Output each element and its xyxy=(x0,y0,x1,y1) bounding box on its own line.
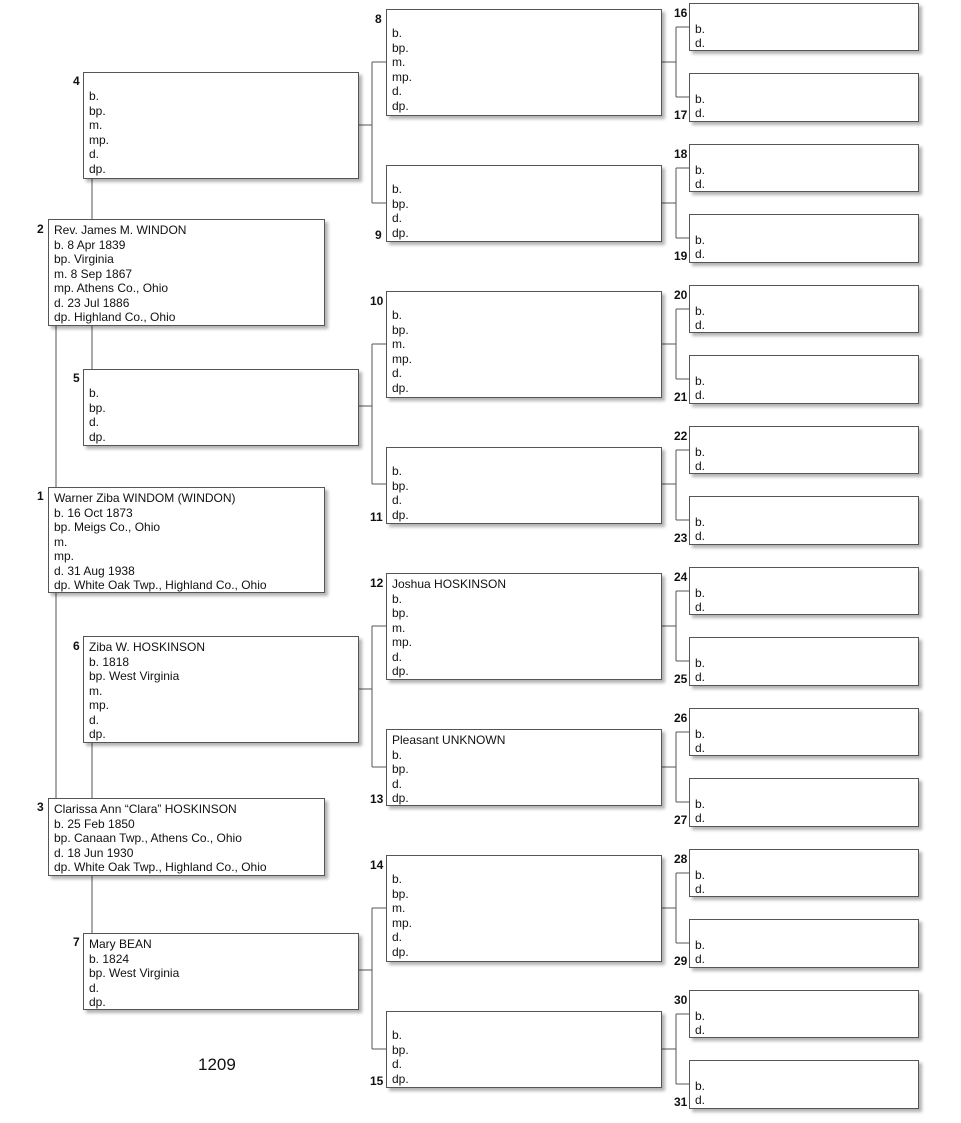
death-date: d. xyxy=(392,1057,403,1071)
birth-date: b. xyxy=(392,182,403,196)
death-place: dp. xyxy=(392,225,409,240)
person-number: 8 xyxy=(375,12,382,26)
person-box-27[interactable] xyxy=(689,778,919,827)
death-date: d. xyxy=(89,147,100,161)
birth-date: b. xyxy=(392,591,403,606)
birth-date: b. xyxy=(695,656,706,670)
person-box-1[interactable] xyxy=(48,487,325,593)
birth-date: b. 1824 xyxy=(89,951,130,966)
death-date: d. xyxy=(392,84,403,98)
death-place: dp. White Oak Twp., Highland Co., Ohio xyxy=(54,860,267,874)
death-date: d. xyxy=(695,177,706,191)
marriage-place: mp. Athens Co., Ohio xyxy=(54,281,169,295)
death-date: d. xyxy=(695,36,706,50)
person-number: 19 xyxy=(674,249,688,263)
person-number: 29 xyxy=(674,954,688,968)
person-box-31[interactable] xyxy=(689,1060,919,1109)
birth-date: b. xyxy=(695,22,706,36)
person-box-24[interactable] xyxy=(689,567,919,615)
person-number: 4 xyxy=(73,74,80,88)
person-number: 12 xyxy=(370,576,384,590)
person-number: 25 xyxy=(674,672,688,686)
birth-date: b. xyxy=(695,797,706,811)
birth-place: bp. xyxy=(392,196,409,211)
person-box-4[interactable] xyxy=(83,72,359,179)
death-date: d. xyxy=(695,952,706,966)
person-number: 10 xyxy=(370,294,384,308)
death-place: dp. xyxy=(89,995,106,1009)
marriage-date: m. xyxy=(392,901,406,915)
death-date: d. xyxy=(695,318,706,332)
birth-date: b. xyxy=(89,89,100,103)
person-box-26[interactable] xyxy=(689,708,919,756)
person-number: 26 xyxy=(674,711,688,725)
death-date: d. xyxy=(89,415,100,429)
person-number: 15 xyxy=(370,1074,384,1088)
birth-date: b. xyxy=(392,464,403,478)
person-number: 13 xyxy=(370,792,384,806)
person-box-12[interactable] xyxy=(386,573,662,680)
death-date: d. xyxy=(695,388,706,402)
birth-date: b. 16 Oct 1873 xyxy=(54,505,133,520)
death-date: d. xyxy=(89,712,100,727)
person-number: 30 xyxy=(674,993,688,1007)
birth-place: bp. xyxy=(392,1042,409,1057)
birth-date: b. xyxy=(695,586,706,600)
person-box-16[interactable] xyxy=(689,3,919,51)
death-place: dp. xyxy=(392,1071,409,1086)
person-number: 1 xyxy=(37,489,44,503)
person-number: 11 xyxy=(370,510,383,524)
death-date: d. xyxy=(695,1093,706,1107)
person-name: Clarissa Ann “Clara” HOSKINSON xyxy=(54,802,237,816)
birth-date: b. xyxy=(392,26,403,40)
person-name: Rev. James M. WINDON xyxy=(54,223,187,237)
person-number: 6 xyxy=(73,639,80,653)
death-date: d. xyxy=(695,1023,706,1037)
person-box-6[interactable] xyxy=(83,636,359,743)
birth-date: b. 8 Apr 1839 xyxy=(54,237,126,252)
death-date: d. xyxy=(392,649,403,664)
birth-date: b. xyxy=(695,868,706,882)
marriage-place: mp. xyxy=(392,351,413,366)
death-date: d. xyxy=(392,930,403,944)
person-number: 22 xyxy=(674,429,688,443)
death-date: d. xyxy=(695,811,706,825)
death-place: dp. Highland Co., Ohio xyxy=(54,310,176,324)
birth-date: b. xyxy=(392,747,403,762)
birth-place: bp. xyxy=(89,400,106,415)
person-name: Joshua HOSKINSON xyxy=(392,577,507,591)
person-name: Mary BEAN xyxy=(89,937,152,951)
person-number: 24 xyxy=(674,570,688,584)
death-place: dp. White Oak Twp., Highland Co., Ohio xyxy=(54,578,267,592)
marriage-place: mp. xyxy=(392,915,413,930)
person-number: 18 xyxy=(674,147,688,161)
marriage-place: mp. xyxy=(392,635,413,649)
person-number: 5 xyxy=(73,371,80,385)
person-number: 14 xyxy=(370,858,384,872)
person-number: 3 xyxy=(37,800,44,814)
person-number: 16 xyxy=(674,6,688,20)
marriage-date: m. xyxy=(89,118,103,132)
birth-place: bp. Virginia xyxy=(54,252,114,266)
page-number: 1209 xyxy=(198,1055,236,1074)
marriage-date: m. 8 Sep 1867 xyxy=(54,266,133,281)
birth-place: bp. xyxy=(392,322,409,337)
birth-place: bp. xyxy=(392,40,409,55)
death-date: d. xyxy=(695,670,706,684)
marriage-date: m. xyxy=(89,683,103,698)
birth-place: bp. Meigs Co., Ohio xyxy=(54,520,161,534)
birth-date: b. xyxy=(392,872,403,886)
birth-date: b. xyxy=(695,1079,706,1093)
birth-date: b. xyxy=(695,163,706,177)
person-number: 17 xyxy=(674,108,688,122)
birth-date: b. xyxy=(695,938,706,952)
marriage-place: mp. xyxy=(392,69,413,84)
death-place: dp. xyxy=(89,429,106,444)
death-place: dp. xyxy=(392,507,409,522)
marriage-place: mp. xyxy=(89,132,110,147)
person-box-7[interactable] xyxy=(83,933,359,1010)
marriage-date: m. xyxy=(392,55,406,69)
birth-place: bp. West Virginia xyxy=(89,966,180,980)
person-box-13[interactable] xyxy=(386,729,662,806)
death-date: d. xyxy=(695,882,706,896)
birth-date: b. xyxy=(695,1009,706,1023)
death-place: dp. xyxy=(392,380,409,395)
death-place: dp. xyxy=(392,664,409,678)
death-date: d. xyxy=(392,366,403,380)
marriage-place: mp. xyxy=(89,698,110,712)
person-box-11[interactable] xyxy=(386,447,662,524)
person-box-10[interactable] xyxy=(386,291,662,398)
death-place: dp. xyxy=(392,98,409,113)
birth-date: b. xyxy=(89,386,100,400)
person-box-3[interactable] xyxy=(48,798,325,876)
person-number: 2 xyxy=(37,222,44,236)
person-box-20[interactable] xyxy=(689,285,919,333)
person-number: 9 xyxy=(375,228,382,242)
person-box-17[interactable] xyxy=(689,73,919,122)
birth-date: b. xyxy=(695,233,706,247)
death-date: d. xyxy=(392,211,403,225)
person-box-9[interactable] xyxy=(386,165,662,242)
marriage-place: mp. xyxy=(54,549,75,563)
marriage-date: m. xyxy=(54,534,68,549)
birth-date: b. 25 Feb 1850 xyxy=(54,816,135,831)
person-number: 21 xyxy=(674,390,688,404)
death-date: d. xyxy=(695,600,706,614)
birth-date: b. xyxy=(392,308,403,322)
death-place: dp. xyxy=(392,944,409,959)
death-date: d. xyxy=(392,493,403,507)
person-box-14[interactable] xyxy=(386,855,662,962)
death-date: d. xyxy=(695,459,706,473)
death-date: d. 18 Jun 1930 xyxy=(54,845,134,860)
person-box-28[interactable] xyxy=(689,849,919,897)
person-box-29[interactable] xyxy=(689,919,919,968)
person-box-15[interactable] xyxy=(386,1011,662,1088)
death-date: d. xyxy=(695,741,706,755)
birth-date: b. xyxy=(392,1028,403,1042)
death-date: d. 31 Aug 1938 xyxy=(54,563,135,578)
birth-date: b. xyxy=(695,374,706,388)
person-box-30[interactable] xyxy=(689,990,919,1038)
death-date: d. xyxy=(392,776,403,791)
person-box-18[interactable] xyxy=(689,144,919,192)
person-box-5[interactable] xyxy=(83,369,359,446)
birth-date: b. xyxy=(695,515,706,529)
death-date: d. xyxy=(695,247,706,261)
birth-place: bp. West Virginia xyxy=(89,669,180,683)
person-box-19[interactable] xyxy=(689,214,919,263)
person-box-25[interactable] xyxy=(689,637,919,686)
person-number: 28 xyxy=(674,852,688,866)
person-number: 31 xyxy=(674,1095,688,1109)
person-number: 20 xyxy=(674,288,688,302)
death-date: d. xyxy=(695,529,706,543)
death-place: dp. xyxy=(89,727,106,741)
birth-place: bp. xyxy=(392,478,409,493)
birth-place: bp. Canaan Twp., Athens Co., Ohio xyxy=(54,831,242,845)
death-date: d. xyxy=(89,980,100,995)
death-date: d. xyxy=(695,106,706,120)
birth-date: b. xyxy=(695,445,706,459)
birth-date: b. xyxy=(695,92,706,106)
person-number: 27 xyxy=(674,813,688,827)
birth-date: b. xyxy=(695,304,706,318)
birth-date: b. xyxy=(695,727,706,741)
birth-date: b. 1818 xyxy=(89,654,130,669)
birth-place: bp. xyxy=(392,886,409,901)
death-place: dp. xyxy=(392,791,409,805)
marriage-date: m. xyxy=(392,337,406,351)
birth-place: bp. xyxy=(392,762,409,776)
person-name: Pleasant UNKNOWN xyxy=(392,733,506,747)
person-box-21[interactable] xyxy=(689,355,919,404)
person-number: 7 xyxy=(73,935,80,949)
person-name: Ziba W. HOSKINSON xyxy=(89,640,206,654)
birth-place: bp. xyxy=(89,103,106,118)
person-box-23[interactable] xyxy=(689,496,919,545)
death-date: d. 23 Jul 1886 xyxy=(54,295,130,310)
marriage-date: m. xyxy=(392,620,406,635)
death-place: dp. xyxy=(89,161,106,176)
person-name: Warner Ziba WINDOM (WINDON) xyxy=(54,491,236,505)
person-number: 23 xyxy=(674,531,688,545)
person-box-2[interactable] xyxy=(48,219,325,326)
person-box-22[interactable] xyxy=(689,426,919,474)
birth-place: bp. xyxy=(392,606,409,620)
person-box-8[interactable] xyxy=(386,9,662,116)
